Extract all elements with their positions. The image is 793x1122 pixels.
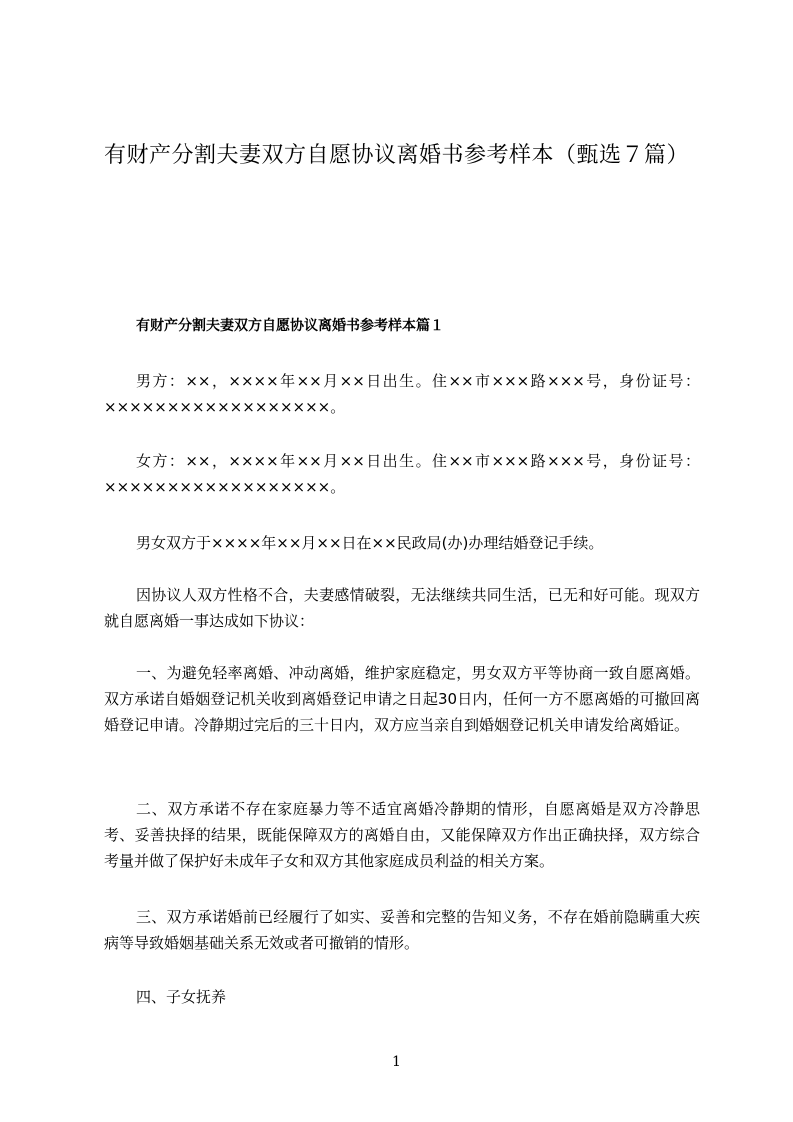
- paragraph-clause-4-heading: 四、子女抚养: [136, 988, 227, 1006]
- paragraph-clause-2: 二、双方承诺不存在家庭暴力等不适宜离婚冷静期的情形，自愿离婚是双方冷静思考、妥善抉择的结果，既能保障双方的离婚自由，又能保障双方作出正确抉择，双方综合考量并做了保护好未成年子女和双方其他家庭成员利益的相关方案。: [104, 800, 700, 870]
- page-number: 1: [392, 1054, 401, 1070]
- paragraph-clause-3: 三、双方承诺婚前已经履行了如实、妥善和完整的告知义务，不存在婚前隐瞒重大疾病等导致婚姻基础关系无效或者可撤销的情形。: [104, 908, 700, 952]
- document-title: 有财产分割夫妻双方自愿协议离婚书参考样本（甄选７篇）: [103, 143, 689, 168]
- paragraph-reason: 因协议人双方性格不合，夫妻感情破裂，无法继续共同生活，已无和好可能。现双方就自愿离婚一事达成如下协议：: [104, 586, 700, 630]
- paragraph-marriage-registration: 男女双方于××××年××月××日在××民政局(办)办理结婚登记手续。: [136, 534, 604, 552]
- paragraph-male-party: 男方：××，××××年××月××日出生。住××市×××路×××号，身份证号：××××××××××××××××××。: [104, 372, 700, 416]
- paragraph-clause-1: 一、为避免轻率离婚、冲动离婚，维护家庭稳定，男女双方平等协商一致自愿离婚。双方承诺自婚姻登记机关收到离婚登记申请之日起30日内，任何一方不愿离婚的可撤回离婚登记申请。冷静期过完后的三十日内，双方应当亲自到婚姻登记机关申请发给离婚证。: [104, 664, 700, 734]
- paragraph-female-party: 女方：××，××××年××月××日出生。住××市×××路×××号，身份证号：××××××××××××××××××。: [104, 452, 700, 496]
- section-heading: 有财产分割夫妻双方自愿协议离婚书参考样本篇１: [136, 318, 444, 334]
